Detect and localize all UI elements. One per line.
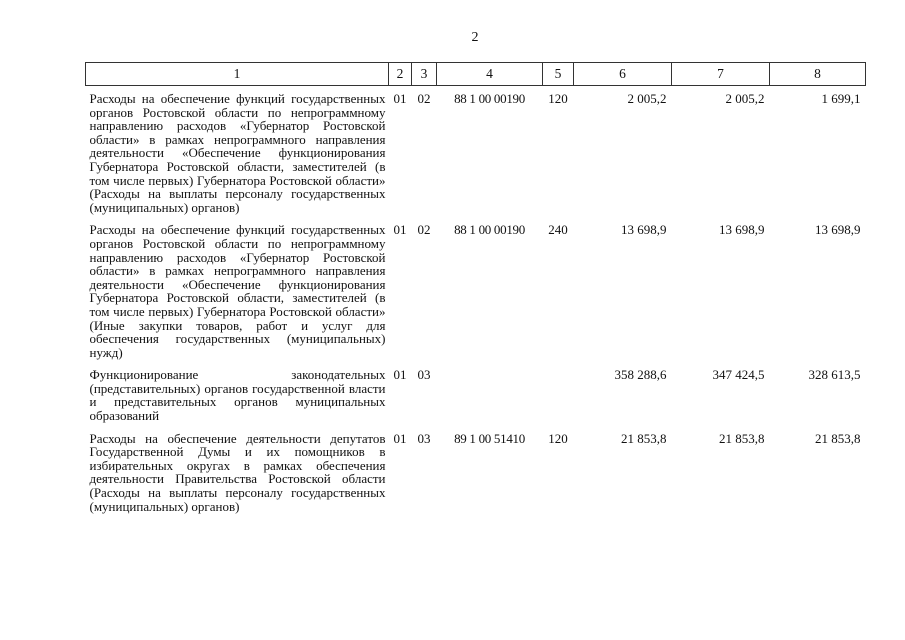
row-amount-1: 13 698,9: [621, 222, 667, 238]
row-amount-3: 1 699,1: [821, 91, 861, 106]
row-expense-type: 120: [548, 430, 568, 446]
row-amount-2: 347 424,5: [712, 367, 765, 383]
row-subsection: 03: [417, 367, 431, 383]
row-subsection: 02: [417, 91, 431, 106]
column-header-2: 2: [389, 63, 412, 86]
table-header: [86, 63, 866, 86]
row-description: Расходы на обеспечение функций государственных органов Ростовской области по непрограммному направлению расходов «Губернатор Ростовской области» в рамках непрограммного направления деятельности «Обеспечение функционирования Губернатора Ростовской области, заместителей (в том числе первых) Губернатора Ростовской области» (Расходы на выплаты персоналу государственных (муниципальных) органов): [89, 91, 386, 215]
row-amount-1: 2 005,2: [627, 91, 667, 106]
row-description: Расходы на обеспечение деятельности депутатов Государственной Думы и их помощников в избирательных округах в рамках обеспечения деятельности Правительства Ростовской области (Расходы на выплаты персоналу государственных (муниципальных) органов): [89, 430, 386, 514]
row-target-article: 89 1 00 51410: [454, 430, 525, 446]
table-row: [86, 217, 866, 362]
row-section: 01: [393, 367, 407, 383]
row-section: 01: [393, 430, 407, 446]
row-amount-3: 13 698,9: [815, 222, 861, 238]
row-expense-type: [543, 362, 574, 425]
column-header-6: 6: [574, 63, 672, 86]
budget-table: [85, 62, 866, 516]
table-body: [86, 86, 866, 517]
row-description: Функционирование законодательных (представительных) органов государственной власти и представительных органов муниципальных образований: [89, 367, 386, 424]
row-target-article: 88 1 00 00190: [454, 91, 525, 106]
page-number: 2: [471, 30, 479, 45]
column-header-1: 1: [86, 63, 389, 86]
row-description: Расходы на обеспечение функций государственных органов Ростовской области по непрограммному направлению расходов «Губернатор Ростовской области» в рамках непрограммного направления деятельности «Обеспечение функционирования Губернатора Ростовской области, заместителей (в том числе первых) Губернатора Ростовской области» (Иные закупки товаров, работ и услуг для обеспечения государственных (муниципальных) нужд): [89, 222, 386, 360]
column-header-8: 8: [770, 63, 866, 86]
row-amount-2: 21 853,8: [719, 430, 765, 446]
row-amount-2: 2 005,2: [725, 91, 765, 106]
row-amount-3: 21 853,8: [815, 430, 861, 446]
table-row: [86, 86, 866, 218]
row-section: 01: [393, 222, 407, 238]
row-expense-type: 240: [548, 222, 568, 238]
row-amount-3: 328 613,5: [808, 367, 861, 383]
row-amount-1: 21 853,8: [621, 430, 667, 446]
table-row: [86, 362, 866, 425]
row-expense-type: 120: [548, 91, 568, 106]
column-header-4: 4: [437, 63, 543, 86]
table-row: [86, 426, 866, 517]
column-header-7: 7: [672, 63, 770, 86]
row-target-article: [437, 362, 543, 425]
column-header-5: 5: [543, 63, 574, 86]
column-header-3: 3: [412, 63, 437, 86]
table-header-row: [86, 63, 866, 86]
row-subsection: 02: [417, 222, 431, 238]
row-target-article: 88 1 00 00190: [454, 222, 525, 238]
row-amount-2: 13 698,9: [719, 222, 765, 238]
row-amount-1: 358 288,6: [614, 367, 667, 383]
row-section: 01: [393, 91, 407, 106]
row-subsection: 03: [417, 430, 431, 446]
